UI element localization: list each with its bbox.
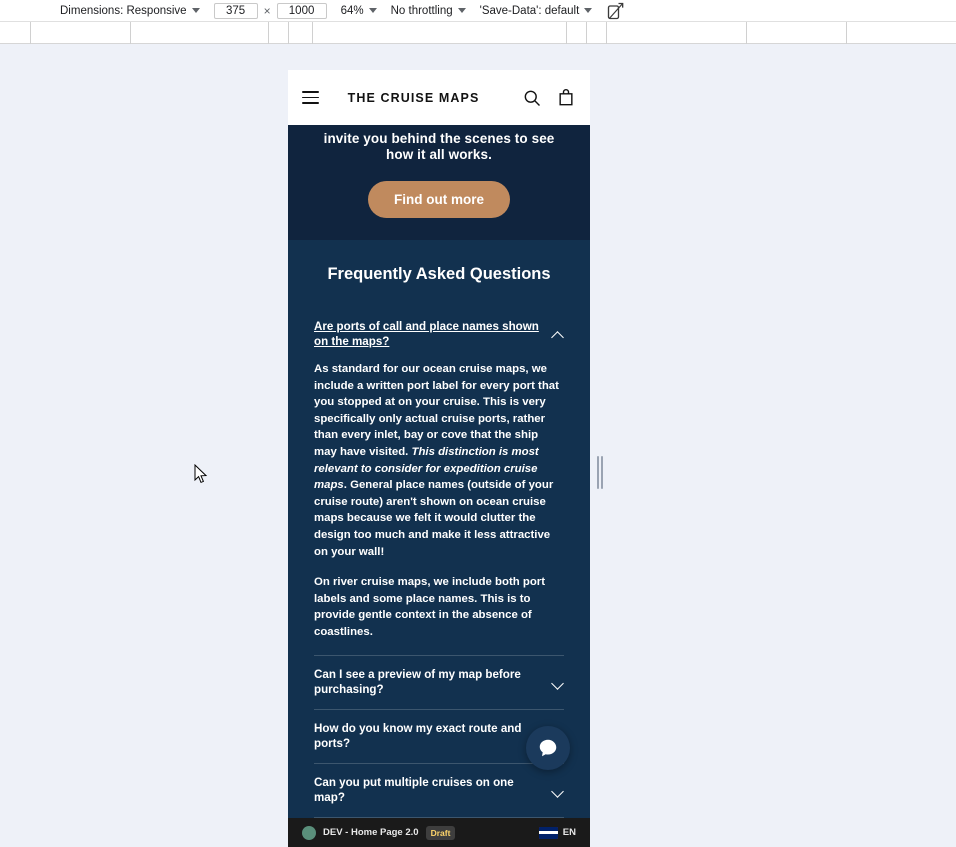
shopping-cart-icon[interactable]: [556, 88, 576, 108]
device-toolbar: [0, 0, 956, 22]
status-badge: Draft: [426, 826, 456, 840]
chevron-down-icon: [584, 8, 592, 13]
faq-item: [314, 656, 564, 710]
site-header: [288, 70, 590, 125]
faq-item: [314, 764, 564, 818]
viewport-height-input[interactable]: [277, 3, 327, 19]
faq-answer-paragraph: On river cruise maps, we include both port labels and some place names. This is to provide gentle context in the absence of coastlines.: [314, 576, 546, 638]
language-label: EN: [562, 827, 576, 838]
save-data-label: 'Save-Data': default: [479, 4, 580, 17]
chevron-down-icon: [369, 8, 377, 13]
faq-question: How do you know my exact route and ports?: [314, 721, 522, 750]
theme-name-label: DEV - Home Page 2.0: [323, 827, 419, 838]
faq-question-toggle[interactable]: [314, 764, 564, 817]
chat-bubble-icon[interactable]: [526, 726, 570, 770]
site-brand[interactable]: THE CRUISE MAPS: [347, 90, 480, 105]
viewport-ruler: [0, 22, 956, 44]
throttling-label: No throttling: [390, 4, 453, 17]
locale-selector[interactable]: [539, 827, 576, 839]
faq-question: Can you put multiple cruises on one map?: [314, 775, 514, 804]
chevron-up-icon: [552, 328, 564, 340]
faq-title: Frequently Asked Questions: [327, 265, 551, 283]
viewport-width-input[interactable]: [214, 3, 258, 19]
find-out-more-button[interactable]: Find out more: [368, 181, 510, 218]
save-data-dropdown[interactable]: [480, 0, 593, 22]
zoom-label: 64%: [340, 4, 364, 17]
dimension-separator: ×: [263, 3, 271, 18]
dimensions-dropdown[interactable]: [60, 0, 200, 22]
faq-question: Can I see a preview of my map before purchasing?: [314, 667, 521, 696]
hamburger-menu-icon[interactable]: [302, 91, 319, 104]
chevron-down-icon: [192, 8, 200, 13]
uk-flag-icon: [539, 827, 558, 839]
rotate-device-icon[interactable]: [606, 1, 626, 21]
faq-answer-part-b: . General place names (outside of your cruise route) aren't shown on ocean cruise maps because we felt it would clutter the design too much and make it less attractive on your wall!: [314, 479, 554, 558]
hero-banner: [288, 125, 590, 240]
dimensions-label: Dimensions: Responsive: [60, 4, 187, 17]
faq-answer-emphasis: This distinction is most relevant to consider for expedition cruise maps: [314, 445, 539, 492]
faq-question-toggle[interactable]: [314, 656, 564, 709]
faq-question-toggle[interactable]: [314, 308, 564, 361]
faq-answer-part-a: As standard for our ocean cruise maps, we include a written port label for every port that you stopped at on your cruise. This is very specifically only actual cruise ports, rather than every inlet, bay or cove that the ship may have visited.: [314, 363, 559, 458]
viewport-resize-handle[interactable]: [596, 456, 605, 489]
shopify-logo-icon: [302, 826, 316, 840]
faq-answer: [314, 361, 564, 655]
theme-preview-bar: [288, 818, 590, 847]
mouse-cursor: [194, 464, 208, 484]
throttling-dropdown[interactable]: [391, 0, 466, 22]
chevron-down-icon: [458, 8, 466, 13]
chevron-down-icon: [552, 784, 564, 796]
hero-text: invite you behind the scenes to see how it all works.: [323, 131, 555, 162]
chevron-down-icon: [552, 676, 564, 688]
search-icon[interactable]: [522, 88, 542, 108]
faq-answer-paragraph: [314, 361, 564, 560]
faq-item: [314, 308, 564, 656]
zoom-dropdown[interactable]: [341, 0, 377, 22]
faq-question: Are ports of call and place names shown on the maps?: [314, 320, 539, 348]
